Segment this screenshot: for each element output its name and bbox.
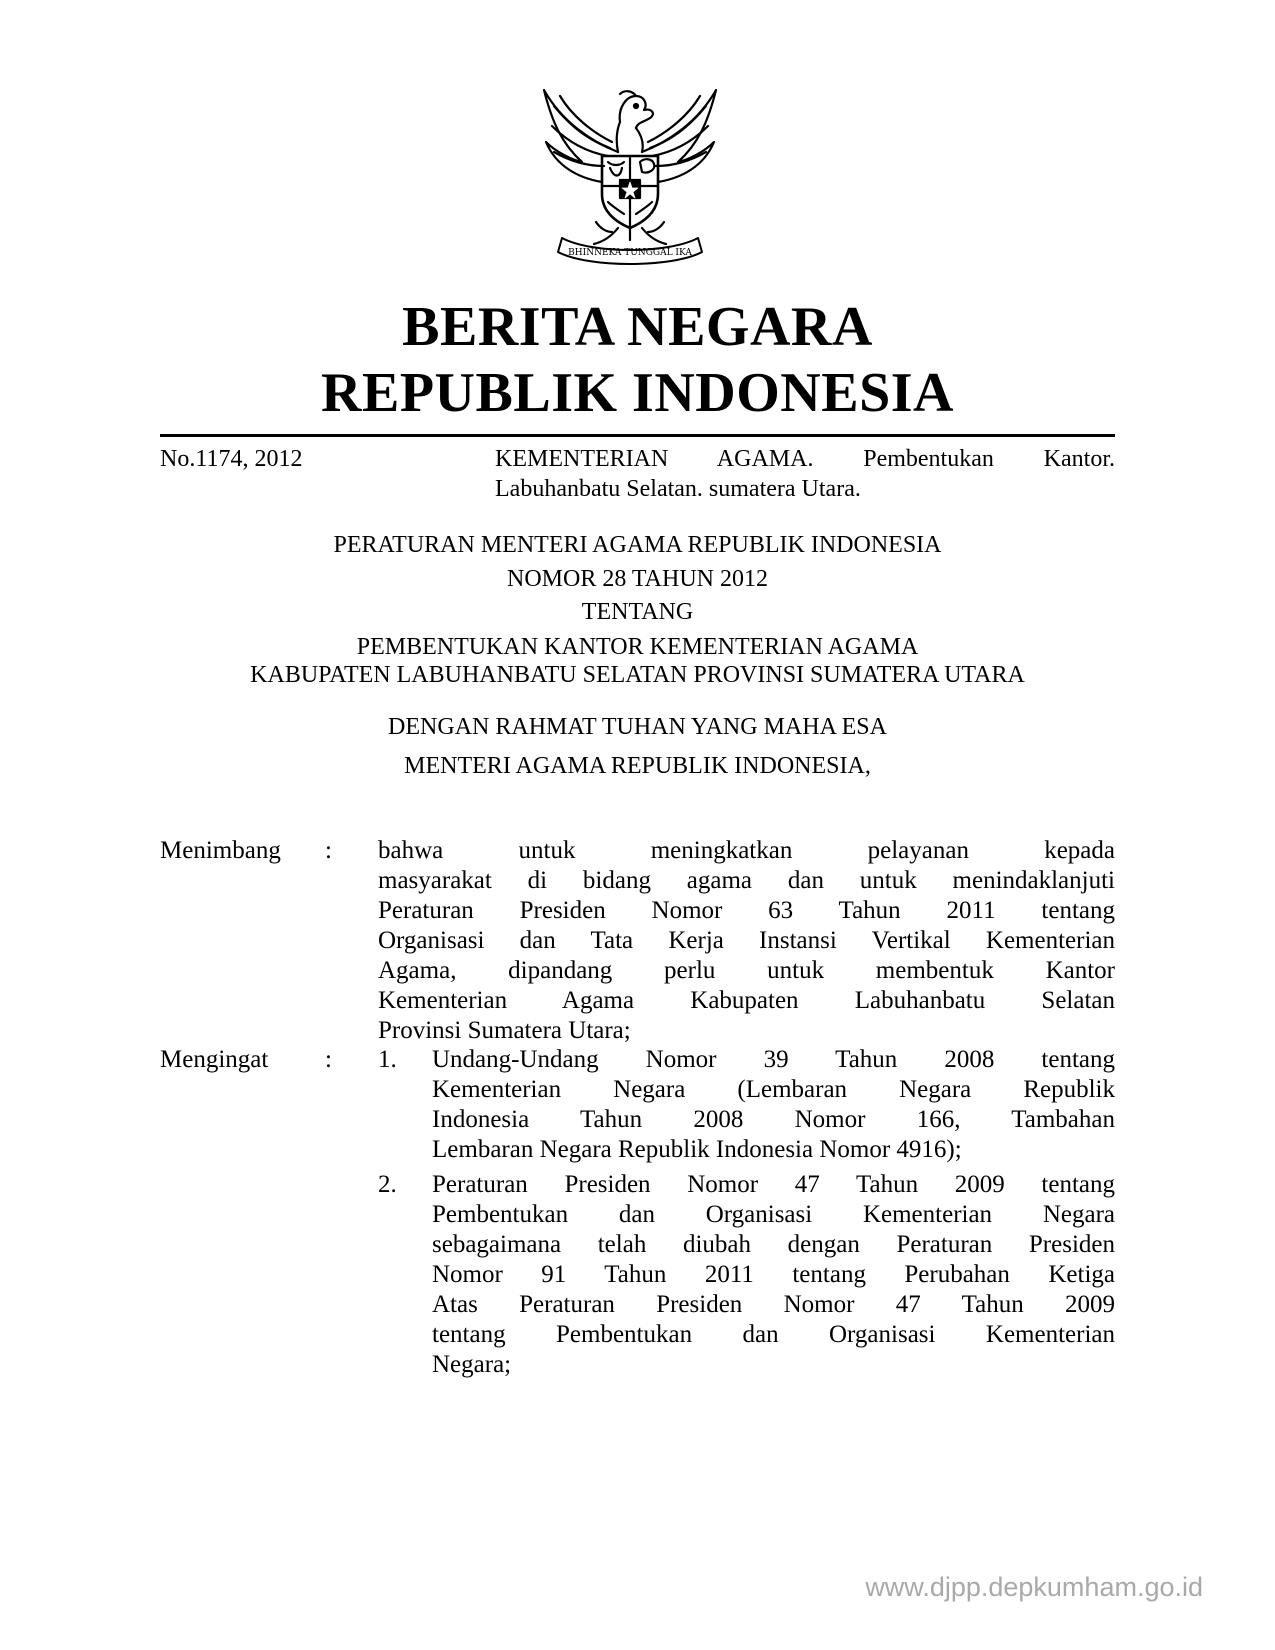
- regulation-about: TENTANG: [581, 599, 694, 625]
- recalling-item: [432, 1045, 1115, 1165]
- masthead-title: BERITA NEGARA: [402, 296, 873, 358]
- gazette-subject-line: KEMENTERIAN AGAMA. Pembentukan Kantor.: [495, 446, 1115, 472]
- text-line: Indonesia Tahun 2008 Nomor 166, Tambahan: [432, 1106, 1115, 1133]
- recalling-item: [432, 1170, 1115, 1380]
- text-line: Peraturan Presiden Nomor 63 Tahun 2011 tentang: [378, 897, 1115, 924]
- text-line: Kementerian Negara (Lembaran Negara Republik: [432, 1076, 1115, 1103]
- recalling-item-number: 2.: [378, 1171, 397, 1198]
- garuda-pancasila-emblem: [532, 82, 728, 272]
- text-line: Organisasi dan Tata Kerja Instansi Vertikal Kementerian: [378, 927, 1115, 954]
- considering-label: Menimbang: [160, 837, 281, 864]
- recalling-colon: :: [325, 1046, 332, 1073]
- text-line: masyarakat di bidang agama dan untuk menindaklanjuti: [378, 867, 1115, 894]
- text-line: Undang-Undang Nomor 39 Tahun 2008 tentang: [432, 1046, 1115, 1073]
- recalling-item-number: 1.: [378, 1046, 397, 1073]
- gazette-number: No.1174, 2012: [160, 446, 303, 472]
- text-line: Agama, dipandang perlu untuk membentuk Kantor: [378, 957, 1115, 984]
- emblem-motto: BHINNEKA TUNGGAL IKA: [568, 248, 692, 258]
- recalling-label: Mengingat: [160, 1046, 269, 1073]
- text-line: Pembentukan dan Organisasi Kementerian Negara: [432, 1201, 1115, 1228]
- considering-text: [378, 836, 1115, 1046]
- text-line: tentang Pembentukan dan Organisasi Kementerian: [432, 1321, 1115, 1348]
- regulation-title: PERATURAN MENTERI AGAMA REPUBLIK INDONESIA: [333, 532, 942, 558]
- invocation: DENGAN RAHMAT TUHAN YANG MAHA ESA: [388, 714, 887, 740]
- text-line: sebagaimana telah diubah dengan Peraturan Presiden: [432, 1231, 1115, 1258]
- gazette-subject-line: Labuhanbatu Selatan. sumatera Utara.: [495, 476, 861, 502]
- gazette-subject: [495, 444, 1115, 504]
- text-line: Nomor 91 Tahun 2011 tentang Perubahan Ketiga: [432, 1261, 1115, 1288]
- text-line: Lembaran Negara Republik Indonesia Nomor 4916);: [432, 1136, 962, 1163]
- masthead-rule: [160, 434, 1115, 437]
- regulation-number: NOMOR 28 TAHUN 2012: [507, 566, 768, 592]
- text-line: Peraturan Presiden Nomor 47 Tahun 2009 tentang: [432, 1171, 1115, 1198]
- text-line: Kementerian Agama Kabupaten Labuhanbatu Selatan: [378, 987, 1115, 1014]
- text-line: Atas Peraturan Presiden Nomor 47 Tahun 2009: [432, 1291, 1115, 1318]
- issuer: MENTERI AGAMA REPUBLIK INDONESIA,: [404, 753, 871, 779]
- regulation-subject: KABUPATEN LABUHANBATU SELATAN PROVINSI SUMATERA UTARA: [250, 662, 1025, 688]
- regulation-subject: PEMBENTUKAN KANTOR KEMENTERIAN AGAMA: [356, 634, 919, 660]
- text-line: Negara;: [432, 1351, 512, 1378]
- text-line: bahwa untuk meningkatkan pelayanan kepada: [378, 837, 1115, 864]
- considering-colon: :: [325, 837, 332, 864]
- text-line: Provinsi Sumatera Utara;: [378, 1017, 631, 1044]
- watermark-url[interactable]: www.djpp.depkumham.go.id: [865, 1572, 1203, 1602]
- masthead-subtitle: REPUBLIK INDONESIA: [321, 362, 954, 424]
